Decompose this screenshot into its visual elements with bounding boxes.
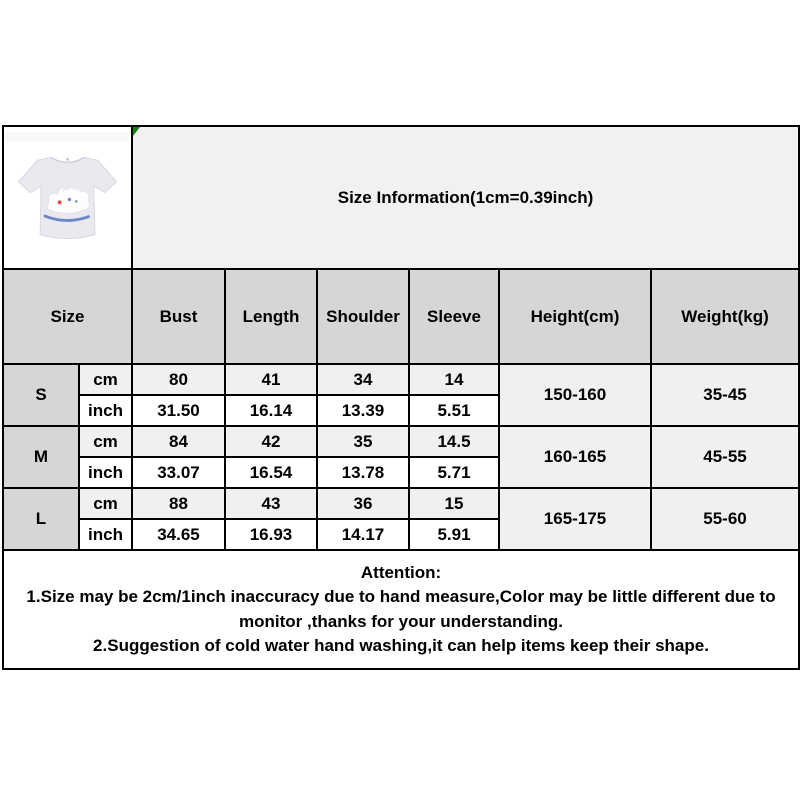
l-length-cm: 43 bbox=[225, 488, 317, 519]
unit-label-inch: inch bbox=[79, 457, 132, 488]
tshirt-neck-tag bbox=[66, 158, 69, 161]
unit-label-inch: inch bbox=[79, 395, 132, 426]
attention-heading: Attention: bbox=[360, 563, 442, 583]
m-shoulder-inch: 13.78 bbox=[317, 457, 409, 488]
m-shoulder-cm: 35 bbox=[317, 426, 409, 457]
unit-label-cm: cm bbox=[79, 364, 132, 395]
m-sleeve-inch: 5.71 bbox=[409, 457, 499, 488]
l-weight-range: 55-60 bbox=[651, 488, 799, 550]
unit-label-cm: cm bbox=[79, 426, 132, 457]
unit-label-cm: cm bbox=[79, 488, 132, 519]
column-header-sleeve: Sleeve bbox=[409, 269, 499, 364]
s-sleeve-cm: 14 bbox=[409, 364, 499, 395]
s-height-range: 150-160 bbox=[499, 364, 651, 426]
attention-line-1: 1.Size may be 2cm/1inch inaccuracy due to hand measure,Color may be little different due to monitor ,thanks for your understanding. bbox=[26, 587, 776, 631]
l-bust-inch: 34.65 bbox=[132, 519, 225, 550]
column-header-size: Size bbox=[3, 269, 132, 364]
l-shoulder-cm: 36 bbox=[317, 488, 409, 519]
attention-line-2: 2.Suggestion of cold water hand washing,it can help items keep their shape. bbox=[93, 635, 709, 655]
column-header-bust: Bust bbox=[132, 269, 225, 364]
print-blue-dot-2 bbox=[75, 200, 78, 203]
column-header-shoulder: Shoulder bbox=[317, 269, 409, 364]
s-weight-range: 35-45 bbox=[651, 364, 799, 426]
l-bust-cm: 88 bbox=[132, 488, 225, 519]
page-title: Size Information(1cm=0.39inch) bbox=[337, 187, 594, 207]
s-shoulder-inch: 13.39 bbox=[317, 395, 409, 426]
size-row-label-m: M bbox=[3, 426, 79, 488]
print-blue-dot bbox=[68, 198, 71, 201]
s-shoulder-cm: 34 bbox=[317, 364, 409, 395]
l-height-range: 165-175 bbox=[499, 488, 651, 550]
tshirt-product-image bbox=[4, 128, 131, 267]
s-sleeve-inch: 5.51 bbox=[409, 395, 499, 426]
m-length-cm: 42 bbox=[225, 426, 317, 457]
green-corner-marker bbox=[133, 127, 140, 136]
m-length-inch: 16.54 bbox=[225, 457, 317, 488]
m-height-range: 160-165 bbox=[499, 426, 651, 488]
column-header-weight: Weight(kg) bbox=[651, 269, 799, 364]
s-bust-cm: 80 bbox=[132, 364, 225, 395]
product-photo-cell bbox=[3, 126, 132, 269]
column-header-height: Height(cm) bbox=[499, 269, 651, 364]
attention-cell bbox=[3, 550, 799, 669]
s-bust-inch: 31.50 bbox=[132, 395, 225, 426]
l-shoulder-inch: 14.17 bbox=[317, 519, 409, 550]
tshirt-illustration bbox=[4, 129, 131, 266]
s-length-cm: 41 bbox=[225, 364, 317, 395]
s-length-inch: 16.14 bbox=[225, 395, 317, 426]
unit-label-inch: inch bbox=[79, 519, 132, 550]
m-bust-inch: 33.07 bbox=[132, 457, 225, 488]
column-header-length: Length bbox=[225, 269, 317, 364]
size-chart-table bbox=[2, 125, 800, 670]
m-weight-range: 45-55 bbox=[651, 426, 799, 488]
print-red-dot bbox=[58, 200, 62, 204]
l-length-inch: 16.93 bbox=[225, 519, 317, 550]
m-sleeve-cm: 14.5 bbox=[409, 426, 499, 457]
title-cell bbox=[132, 126, 799, 269]
l-sleeve-cm: 15 bbox=[409, 488, 499, 519]
size-row-label-l: L bbox=[3, 488, 79, 550]
size-row-label-s: S bbox=[3, 364, 79, 426]
l-sleeve-inch: 5.91 bbox=[409, 519, 499, 550]
m-bust-cm: 84 bbox=[132, 426, 225, 457]
